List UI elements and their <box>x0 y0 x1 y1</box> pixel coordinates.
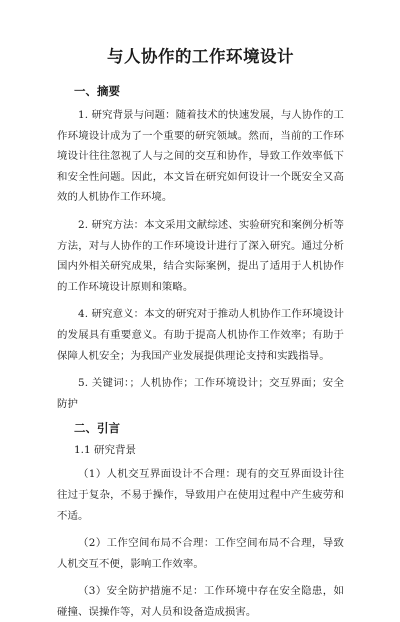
abstract-paragraph-keywords: 5. 关键词：；人机协作；工作环境设计；交互界面；安全防护 <box>57 377 344 410</box>
background-item-interface: （1）人机交互界面设计不合理：现有的交互界面设计往往过于复杂，不易于操作，导致用户在使用过程中产生疲劳和不适。 <box>57 468 344 522</box>
background-item-layout: （2）工作空间布局不合理：工作空间布局不合理，导致人机交互不便，影响工作效率。 <box>57 537 344 570</box>
subsection-heading-background: 1.1 研究背景 <box>74 444 137 457</box>
section-heading-introduction: 二、引言 <box>74 421 120 436</box>
document-title: 与人协作的工作环境设计 <box>107 47 294 66</box>
abstract-paragraph-background: 1. 研究背景与问题：随着技术的快速发展，与人协作的工作环境设计成为了一个重要的研究领域。然而，当前的工作环境设计往往忽视了人与之间的交互和协作，导致工作效率低下和安全性问题。因此，本文旨在研究如何设计一个既安全又高效的人机协作工作环境。 <box>57 109 344 204</box>
section-heading-abstract: 一、摘要 <box>74 84 120 98</box>
abstract-paragraph-method: 2. 研究方法：本文采用文献综述、实验研究和案例分析等方法，对与人协作的工作环境设计进行了深入研究。通过分析国内外相关研究成果，结合实际案例，提出了适用于人机协作的工作环境设计原则和策略。 <box>57 218 344 293</box>
abstract-paragraph-significance: 4. 研究意义：本文的研究对于推动人机协作工作环境设计的发展具有重要意义。有助于提高人机协作工作效率；有助于保障人机安全；为我国产业发展提供理论支持和实践指导。 <box>57 308 344 362</box>
background-item-safety: （3）安全防护措施不足：工作环境中存在安全隐患，如碰撞、误操作等，对人员和设备造成损害。 <box>57 585 344 618</box>
